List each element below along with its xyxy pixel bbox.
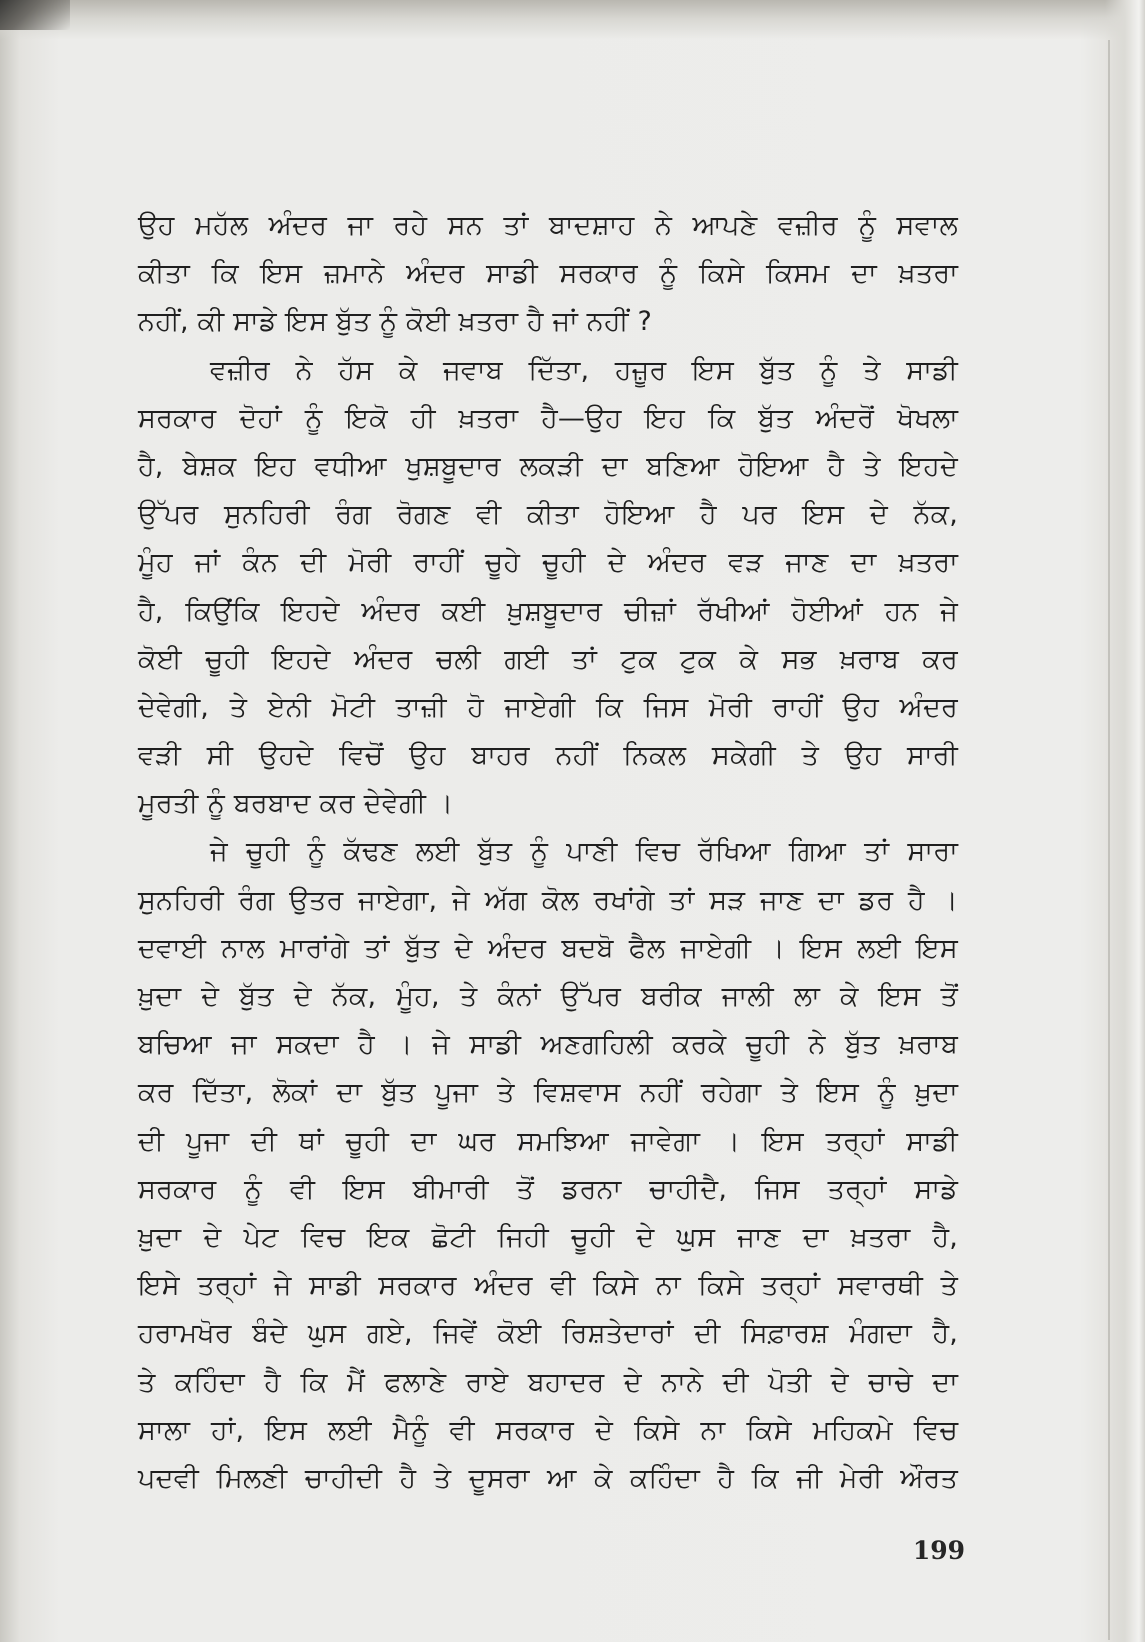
text-line: ਕੋਈ ਚੂਹੀ ਇਹਦੇ ਅੰਦਰ ਚਲੀ ਗਈ ਤਾਂ ਟੁਕ ਟੁਕ ਕੇ ਸਭ ਖ਼ਰਾਬ ਕਰ [138,643,958,675]
page-corner-shadow [0,0,70,30]
text-line: ਦੀ ਪੂਜਾ ਦੀ ਥਾਂ ਚੂਹੀ ਦਾ ਘਰ ਸਮਝਿਆ ਜਾਵੇਗਾ । ਇਸ ਤਰ੍ਹਾਂ ਸਾਡੀ [138,1125,958,1157]
text-line: ਖ਼ੁਦਾ ਦੇ ਬੁੱਤ ਦੇ ਨੱਕ, ਮੂੰਹ, ਤੇ ਕੰਨਾਂ ਉੱਪਰ ਬਰੀਕ ਜਾਲੀ ਲਾ ਕੇ ਇਸ ਤੋਂ [138,981,958,1012]
text-line: ਮੂਰਤੀ ਨੂੰ ਬਰਬਾਦ ਕਰ ਦੇਵੇਗੀ । [138,788,454,820]
text-line: ਦਵਾਈ ਨਾਲ ਮਾਰਾਂਗੇ ਤਾਂ ਬੁੱਤ ਦੇ ਅੰਦਰ ਬਦਬੋ ਫੈਲ ਜਾਏਗੀ । ਇਸ ਲਈ ਇਸ [138,932,958,964]
text-line: ਖ਼ੁਦਾ ਦੇ ਪੇਟ ਵਿਚ ਇਕ ਛੋਟੀ ਜਿਹੀ ਚੂਹੀ ਦੇ ਘੁਸ ਜਾਣ ਦਾ ਖ਼ਤਰਾ ਹੈ, [138,1221,958,1253]
text-line: ਮੂੰਹ ਜਾਂ ਕੰਨ ਦੀ ਮੋਰੀ ਰਾਹੀਂ ਚੂਹੇ ਚੂਹੀ ਦੇ ਅੰਦਰ ਵੜ ਜਾਣ ਦਾ ਖ਼ਤਰਾ [138,547,958,579]
page-fold-line [1108,40,1110,1640]
text-line: ਕਰ ਦਿੱਤਾ, ਲੋਕਾਂ ਦਾ ਬੁੱਤ ਪੂਜਾ ਤੇ ਵਿਸ਼ਵਾਸ ਨਹੀਂ ਰਹੇਗਾ ਤੇ ਇਸ ਨੂੰ ਖ਼ੁਦਾ [138,1077,958,1109]
text-line: ਇਸੇ ਤਰ੍ਹਾਂ ਜੇ ਸਾਡੀ ਸਰਕਾਰ ਅੰਦਰ ਵੀ ਕਿਸੇ ਨਾ ਕਿਸੇ ਤਰ੍ਹਾਂ ਸਵਾਰਥੀ ਤੇ [138,1270,958,1302]
text-line: ਹੈ, ਕਿਉਂਕਿ ਇਹਦੇ ਅੰਦਰ ਕਈ ਖ਼ੁਸ਼ਬੂਦਾਰ ਚੀਜ਼ਾਂ ਰੱਖੀਆਂ ਹੋਈਆਂ ਹਨ ਜੇ [138,595,958,627]
text-line: ਦੇਵੇਗੀ, ਤੇ ਏਨੀ ਮੋਟੀ ਤਾਜ਼ੀ ਹੋ ਜਾਏਗੀ ਕਿ ਜਿਸ ਮੋਰੀ ਰਾਹੀਂ ਉਹ ਅੰਦਰ [138,691,958,723]
page-number: 199 [912,1536,965,1565]
text-line: ਪਦਵੀ ਮਿਲਣੀ ਚਾਹੀਦੀ ਹੈ ਤੇ ਦੂਸਰਾ ਆ ਕੇ ਕਹਿੰਦਾ ਹੈ ਕਿ ਜੀ ਮੇਰੀ ਔਰਤ [138,1462,958,1494]
text-line: ਹਰਾਮਖੋਰ ਬੰਦੇ ਘੁਸ ਗਏ, ਜਿਵੇਂ ਕੋਈ ਰਿਸ਼ਤੇਦਾਰਾਂ ਦੀ ਸਿਫ਼ਾਰਸ਼ ਮੰਗਦਾ ਹੈ, [138,1318,958,1350]
text-line: ਵੜੀ ਸੀ ਉਹਦੇ ਵਿਚੋਂ ਉਹ ਬਾਹਰ ਨਹੀਂ ਨਿਕਲ ਸਕੇਗੀ ਤੇ ਉਹ ਸਾਰੀ [138,740,958,772]
text-line: ਵਜ਼ੀਰ ਨੇ ਹੱਸ ਕੇ ਜਵਾਬ ਦਿੱਤਾ, ਹਜ਼ੂਰ ਇਸ ਬੁੱਤ ਨੂੰ ਤੇ ਸਾਡੀ [210,354,958,386]
text-line: ਜੇ ਚੂਹੀ ਨੂੰ ਕੱਢਣ ਲਈ ਬੁੱਤ ਨੂੰ ਪਾਣੀ ਵਿਚ ਰੱਖਿਆ ਗਿਆ ਤਾਂ ਸਾਰਾ [210,836,958,868]
text-line: ਬਚਿਆ ਜਾ ਸਕਦਾ ਹੈ । ਜੇ ਸਾਡੀ ਅਣਗਹਿਲੀ ਕਰਕੇ ਚੂਹੀ ਨੇ ਬੁੱਤ ਖ਼ਰਾਬ [138,1029,958,1061]
text-line: ਸਰਕਾਰ ਦੋਹਾਂ ਨੂੰ ਇਕੋ ਹੀ ਖ਼ਤਰਾ ਹੈ—ਉਹ ਇਹ ਕਿ ਬੁੱਤ ਅੰਦਰੋਂ ਖੋਖਲਾ [138,402,958,434]
text-line: ਸੁਨਹਿਰੀ ਰੰਗ ਉਤਰ ਜਾਏਗਾ, ਜੇ ਅੱਗ ਕੋਲ ਰਖਾਂਗੇ ਤਾਂ ਸੜ ਜਾਣ ਦਾ ਡਰ ਹੈ । [138,884,958,916]
text-line: ਉਹ ਮਹੱਲ ਅੰਦਰ ਜਾ ਰਹੇ ਸਨ ਤਾਂ ਬਾਦਸ਼ਾਹ ਨੇ ਆਪਣੇ ਵਜ਼ੀਰ ਨੂੰ ਸਵਾਲ [138,210,958,241]
body-text [138,202,958,1503]
page-top-shadow [0,0,1145,40]
text-line: ਸਾਲਾ ਹਾਂ, ਇਸ ਲਈ ਮੈਨੂੰ ਵੀ ਸਰਕਾਰ ਦੇ ਕਿਸੇ ਨਾ ਕਿਸੇ ਮਹਿਕਮੇ ਵਿਚ [138,1414,958,1446]
page-right-edge [1105,0,1145,1642]
text-line: ਹੈ, ਬੇਸ਼ਕ ਇਹ ਵਧੀਆ ਖੁਸ਼ਬੂਦਾਰ ਲਕੜੀ ਦਾ ਬਣਿਆ ਹੋਇਆ ਹੈ ਤੇ ਇਹਦੇ [138,450,958,482]
text-line: ਉੱਪਰ ਸੁਨਹਿਰੀ ਰੰਗ ਰੋਗਣ ਵੀ ਕੀਤਾ ਹੋਇਆ ਹੈ ਪਰ ਇਸ ਦੇ ਨੱਕ, [138,499,958,531]
text-line: ਸਰਕਾਰ ਨੂੰ ਵੀ ਇਸ ਬੀਮਾਰੀ ਤੋਂ ਡਰਨਾ ਚਾਹੀਦੈ, ਜਿਸ ਤਰ੍ਹਾਂ ਸਾਡੇ [138,1173,958,1205]
text-line: ਕੀਤਾ ਕਿ ਇਸ ਜ਼ਮਾਨੇ ਅੰਦਰ ਸਾਡੀ ਸਰਕਾਰ ਨੂੰ ਕਿਸੇ ਕਿਸਮ ਦਾ ਖ਼ਤਰਾ [138,258,958,290]
text-line: ਨਹੀਂ, ਕੀ ਸਾਡੇ ਇਸ ਬੁੱਤ ਨੂੰ ਕੋਈ ਖ਼ਤਰਾ ਹੈ ਜਾਂ ਨਹੀਂ ? [138,306,653,338]
text-line: ਤੇ ਕਹਿੰਦਾ ਹੈ ਕਿ ਮੈਂ ਫਲਾਣੇ ਰਾਏ ਬਹਾਦਰ ਦੇ ਨਾਨੇ ਦੀ ਪੋਤੀ ਦੇ ਚਾਚੇ ਦਾ [138,1366,958,1398]
